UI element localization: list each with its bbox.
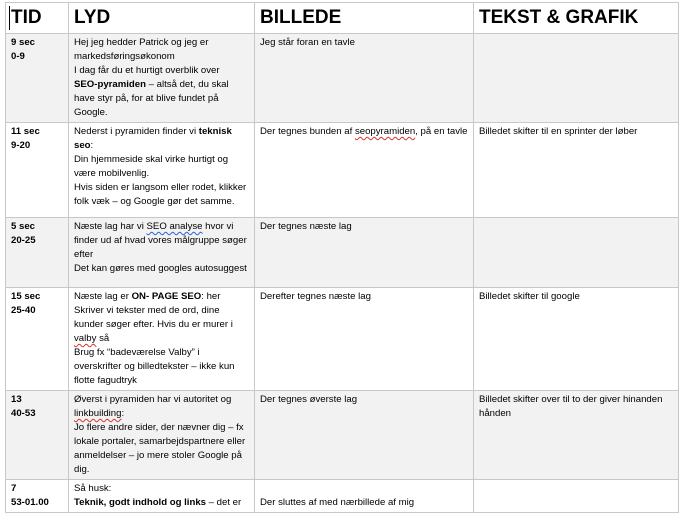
table-row <box>6 480 679 513</box>
lyd-line: Jo flere andre sider, der nævner dig – fx lokale portaler, samarbejdspartnere eller anmeldelser – jo mere stoler Google på dig. <box>74 422 246 475</box>
bold-term: SEO-pyramiden <box>74 79 146 90</box>
timecode: 9-20 <box>11 140 31 151</box>
duration: 9 sec <box>11 37 36 48</box>
lyd-text: : <box>121 408 125 419</box>
lyd-text: – det er <box>206 497 242 508</box>
timecode: 53-01.00 <box>11 497 49 508</box>
cell-tid[interactable] <box>6 288 69 391</box>
cell-tid[interactable] <box>6 34 69 123</box>
cell-lyd[interactable] <box>69 480 255 513</box>
lyd-text: hvor vi finder ud af hvad vores målgruppe søger efter <box>74 221 247 260</box>
cell-lyd[interactable] <box>69 391 255 480</box>
lyd-text: : <box>90 140 94 151</box>
lyd-line: Så husk: <box>74 483 112 494</box>
cell-billede[interactable] <box>255 480 474 513</box>
lyd-text: – altså det, du skal have styr på, for at blive fundet på Google. <box>74 79 229 118</box>
lyd-line: Din hjemmeside skal virke hurtigt og være mobilvenlig. <box>74 154 229 179</box>
header-tekst[interactable]: TEKST & GRAFIK <box>474 3 679 34</box>
cell-tekst[interactable] <box>474 34 679 123</box>
lyd-text: Øverst i pyramiden har vi autoritet og <box>74 394 232 405</box>
timecode: 20-25 <box>11 235 36 246</box>
duration: 11 sec <box>11 126 40 137</box>
cell-tid[interactable] <box>6 218 69 288</box>
spacer <box>260 482 468 496</box>
lyd-text: Næste lag har vi <box>74 221 147 232</box>
cell-tid[interactable] <box>6 480 69 513</box>
cell-lyd[interactable] <box>69 218 255 288</box>
lyd-line <box>74 78 249 120</box>
table-row <box>6 391 679 480</box>
billede-text: , på en tavle <box>415 126 468 137</box>
cell-tekst[interactable]: Billedet skifter over til to der giver hinanden hånden <box>474 391 679 480</box>
header-row <box>6 3 679 34</box>
lyd-text: Nederst i pyramiden finder vi <box>74 126 199 137</box>
table-row <box>6 34 679 123</box>
cell-tid[interactable] <box>6 123 69 218</box>
lyd-text: : her Skriver vi tekster med de ord, dine kunder søger efter. Hvis du er murer i <box>74 291 233 330</box>
header-lyd[interactable]: LYD <box>69 3 255 34</box>
lyd-text: Næste lag er <box>74 291 132 302</box>
lyd-line <box>74 496 249 510</box>
cell-billede[interactable]: Der tegnes øverste lag <box>255 391 474 480</box>
timecode: 40-53 <box>11 408 36 419</box>
lyd-text: så <box>96 333 110 344</box>
billede-text: Der tegnes bunden af <box>260 126 355 137</box>
cell-tekst[interactable]: Billedet skifter til google <box>474 288 679 391</box>
lyd-line: Brug fx “badeværelse Valby” i overskrifter og billedtekster – ikke kun flotte fagudtryk <box>74 347 235 386</box>
cell-tid[interactable] <box>6 391 69 480</box>
cell-billede[interactable] <box>255 123 474 218</box>
cell-lyd[interactable] <box>69 123 255 218</box>
cell-tekst[interactable]: Billedet skifter til en sprinter der løber <box>474 123 679 218</box>
header-tid[interactable]: TID <box>6 3 69 34</box>
table-row <box>6 123 679 218</box>
lyd-line: I dag får du et hurtigt overblik over <box>74 65 220 76</box>
timecode: 0-9 <box>11 51 25 62</box>
cell-billede[interactable]: Derefter tegnes næste lag <box>255 288 474 391</box>
spelling-flag: seopyramiden <box>354 126 416 137</box>
billede-text: Der sluttes af med nærbillede af mig <box>260 497 415 508</box>
duration: 15 sec <box>11 291 41 302</box>
cell-billede[interactable]: Jeg står foran en tavle <box>255 34 474 123</box>
bold-term: teknisk seo <box>74 126 232 151</box>
duration: 5 sec <box>11 221 36 232</box>
bold-term: ON- PAGE SEO <box>131 291 202 302</box>
duration: 13 <box>11 394 22 405</box>
lyd-line: Hej jeg hedder Patrick og jeg er markedsføringsøkonom <box>74 37 209 62</box>
cell-billede[interactable]: Der tegnes næste lag <box>255 218 474 288</box>
spelling-flag: linkbuilding <box>74 408 122 419</box>
spelling-flag: valby <box>74 333 97 344</box>
lyd-line <box>74 220 249 262</box>
cell-tekst[interactable] <box>474 218 679 288</box>
table-row <box>6 218 679 288</box>
lyd-line: Hvis siden er langsom eller rodet, klikker folk væk – og Google gør det samme. <box>74 182 247 207</box>
cell-lyd[interactable] <box>69 34 255 123</box>
timecode: 25-40 <box>11 305 36 316</box>
table-row <box>6 288 679 391</box>
header-billede[interactable]: BILLEDE <box>255 3 474 34</box>
bold-term: Teknik, godt indhold og links <box>74 497 206 508</box>
lyd-line <box>74 125 249 153</box>
cell-lyd[interactable] <box>69 288 255 391</box>
script-table <box>5 2 679 513</box>
duration: 7 <box>11 483 17 494</box>
cell-tekst[interactable] <box>474 480 679 513</box>
lyd-line: Det kan gøres med googles autosuggest <box>74 263 247 274</box>
grammar-flag: SEO analyse <box>146 221 203 232</box>
